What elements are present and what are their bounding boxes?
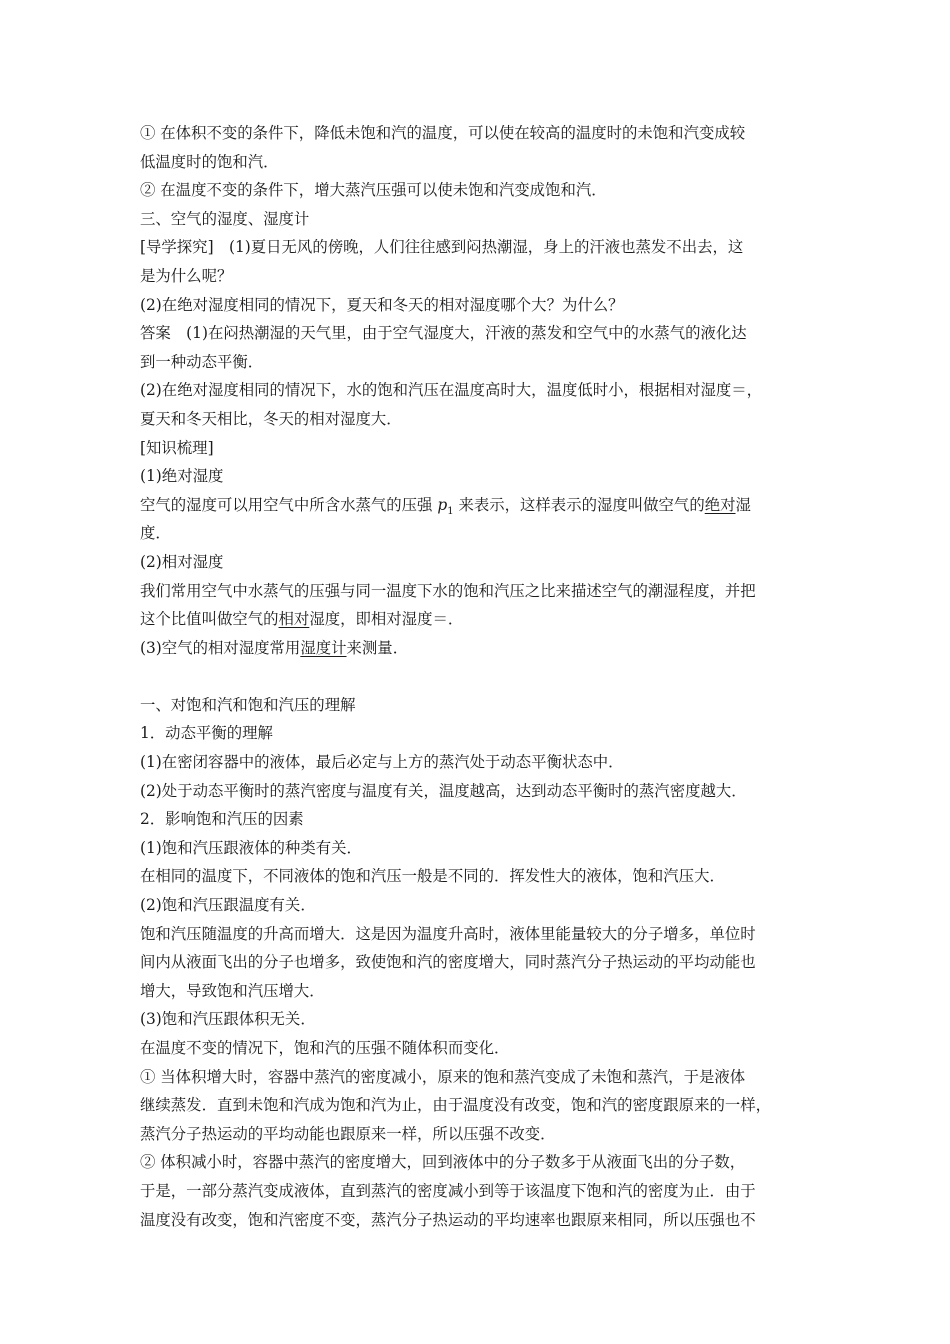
paragraph-line: ① 在体积不变的条件下，降低未饱和汽的温度，可以使在较高的温度时的未饱和汽变成较 <box>140 124 746 142</box>
underlined-term: 相对 <box>278 610 310 629</box>
document-page <box>140 119 816 1234</box>
paragraph-line: ② 体积减小时，容器中蒸汽的密度增大，回到液体中的分子数多于从液面飞出的分子数， <box>140 1153 746 1172</box>
paragraph-line: ② 在温度不变的条件下，增大蒸汽压强可以使未饱和汽变成饱和汽． <box>140 181 607 200</box>
subsection-title: 2．影响饱和汽压的因素 <box>140 810 304 829</box>
answer-line: (2)在绝对湿度相同的情况下，水的饱和汽压在温度高时大，温度低时小，根据相对湿度＝， <box>140 381 763 400</box>
paragraph-line: 于是，一部分蒸汽变成液体，直到蒸汽的密度减小到等于该温度下饱和汽的密度为止．由于 <box>140 1181 756 1200</box>
paragraph-line: [导学探究] (1)夏日无风的傍晚，人们往往感到闷热潮湿，身上的汗液也蒸发不出去，这 <box>140 238 744 257</box>
paragraph-line: 低温度时的饱和汽． <box>140 152 279 171</box>
text-span: 来测量． <box>346 638 409 657</box>
paragraph-line: 温度没有改变，饱和汽密度不变，蒸汽分子热运动的平均速率也跟原来相同，所以压强也不 <box>140 1210 756 1229</box>
paragraph-line: 在温度不变的情况下，饱和汽的压强不随体积而变化． <box>140 1039 510 1057</box>
paragraph-line: 蒸汽分子热运动的平均动能也跟原来一样，所以压强不改变． <box>140 1124 556 1143</box>
text-span: 湿度，即相对湿度＝． <box>309 610 464 629</box>
text-span: 空气的湿度可以用空气中所含水蒸气的压强 <box>140 495 438 514</box>
answer-line: 答案 (1)在闷热潮湿的天气里，由于空气湿度大，汗液的蒸发和空气中的水蒸气的液化达 <box>140 324 747 343</box>
paragraph-line: 继续蒸发．直到未饱和汽成为饱和汽为止，由于温度没有改变，饱和汽的密度跟原来的一样， <box>140 1096 772 1115</box>
answer-line: 夏天和冬天相比，冬天的相对湿度大． <box>140 409 402 428</box>
absolute-humidity-line <box>140 491 816 520</box>
section-heading: 一、对饱和汽和饱和汽压的理解 <box>140 695 356 714</box>
relative-humidity-line <box>140 605 816 634</box>
pressure-symbol: $p_1$ <box>437 495 454 517</box>
subsection-title: (2)相对湿度 <box>140 552 224 571</box>
paragraph-line: (2)饱和汽压跟温度有关． <box>140 896 316 915</box>
underlined-term: 湿度计 <box>300 638 347 657</box>
paragraph-line: (2)在绝对湿度相同的情况下，夏天和冬天的相对湿度哪个大？为什么？ <box>140 295 624 314</box>
hygrometer-line <box>140 634 816 663</box>
underlined-term: 绝对 <box>704 495 736 514</box>
subsection-label: [知识梳理] <box>140 438 214 457</box>
paragraph-line: 间内从液面飞出的分子也增多，致使饱和汽的密度增大，同时蒸汽分子热运动的平均动能也 <box>140 953 756 972</box>
text-span: 湿 <box>735 495 751 514</box>
blank-gap <box>140 662 816 691</box>
paragraph-line: 我们常用空气中水蒸气的压强与同一温度下水的饱和汽压之比来描述空气的潮湿程度，并把 <box>140 581 756 600</box>
paragraph-line: ① 当体积增大时，容器中蒸汽的密度减小，原来的饱和蒸汽变成了未饱和蒸汽，于是液体 <box>140 1067 746 1086</box>
paragraph-line: 饱和汽压随温度的升高而增大．这是因为温度升高时，液体里能量较大的分子增多，单位时 <box>140 924 756 943</box>
text-span: 来表示，这样表示的湿度叫做空气的 <box>453 495 705 514</box>
answer-line: 到一种动态平衡． <box>140 352 264 371</box>
paragraph-line: (3)饱和汽压跟体积无关． <box>140 1010 316 1029</box>
subsection-title: 1．动态平衡的理解 <box>140 724 273 743</box>
paragraph-line: (1)在密闭容器中的液体，最后必定与上方的蒸汽处于动态平衡状态中． <box>140 753 624 772</box>
paragraph-line: (1)饱和汽压跟液体的种类有关． <box>140 838 362 857</box>
paragraph-line: 度． <box>140 524 171 543</box>
text-span: (3)空气的相对湿度常用 <box>140 638 301 657</box>
section-heading: 三、空气的湿度、湿度计 <box>140 209 310 228</box>
paragraph-line: (2)处于动态平衡时的蒸汽密度与温度有关，温度越高，达到动态平衡时的蒸汽密度越大． <box>140 781 747 800</box>
paragraph-line: 是为什么呢？ <box>140 266 233 285</box>
text-span: 这个比值叫做空气的 <box>140 610 279 629</box>
subsection-title: (1)绝对湿度 <box>140 467 224 486</box>
paragraph-line: 在相同的温度下，不同液体的饱和汽压一般是不同的．挥发性大的液体，饱和汽压大． <box>140 867 725 886</box>
paragraph-line: 增大，导致饱和汽压增大． <box>140 981 325 1000</box>
